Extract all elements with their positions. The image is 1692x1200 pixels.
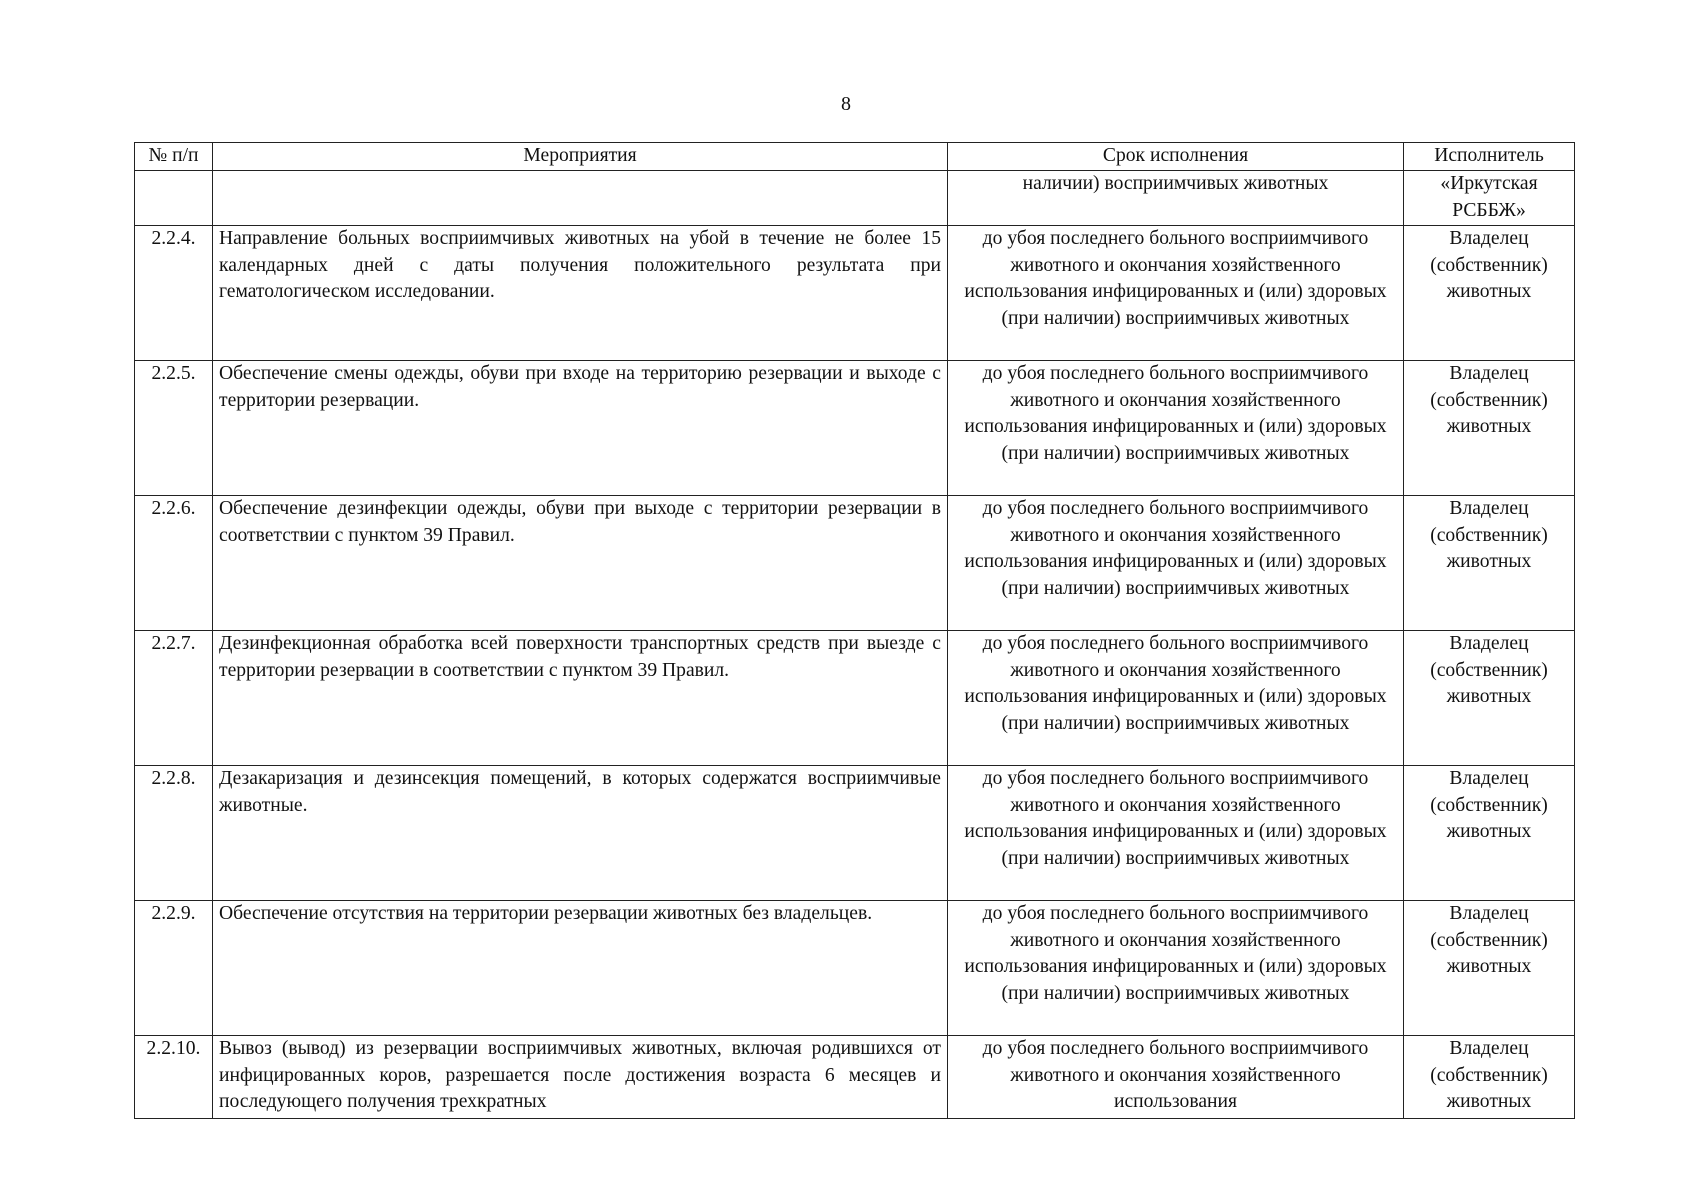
header-term: Срок исполнения	[948, 143, 1404, 171]
table-row	[135, 631, 1575, 766]
row-activity: Дезакаризация и дезинсекция помещений, в которых содержатся восприимчивые животные.	[213, 766, 948, 901]
table-row	[135, 496, 1575, 631]
header-activity: Мероприятия	[213, 143, 948, 171]
table-row	[135, 226, 1575, 361]
row-number: 2.2.4.	[135, 226, 213, 361]
row-number: 2.2.10.	[135, 1036, 213, 1119]
header-executor: Исполнитель	[1404, 143, 1575, 171]
row-number: 2.2.7.	[135, 631, 213, 766]
row-term: до убоя последнего больного восприимчивого животного и окончания хозяйственного использования инфицированных и (или) здоровых (при наличии) восприимчивых животных	[948, 361, 1404, 496]
row-executor: «Иркутская РСББЖ»	[1404, 171, 1575, 226]
table-row	[135, 1036, 1575, 1119]
row-executor: Владелец (собственник) животных	[1404, 361, 1575, 496]
row-activity: Дезинфекционная обработка всей поверхности транспортных средств при выезде с территории резервации в соответствии с пунктом 39 Правил.	[213, 631, 948, 766]
table-row	[135, 361, 1575, 496]
row-term: до убоя последнего больного восприимчивого животного и окончания хозяйственного использования инфицированных и (или) здоровых (при наличии) восприимчивых животных	[948, 631, 1404, 766]
row-activity: Обеспечение смены одежды, обуви при входе на территорию резервации и выходе с территории резервации.	[213, 361, 948, 496]
row-term: наличии) восприимчивых животных	[948, 171, 1404, 226]
page-number: 8	[841, 93, 851, 115]
row-activity: Обеспечение отсутствия на территории резервации животных без владельцев.	[213, 901, 948, 1036]
row-number: 2.2.9.	[135, 901, 213, 1036]
row-activity: Направление больных восприимчивых животных на убой в течение не более 15 календарных дней с даты получения положительного результата при гематологическом исследовании.	[213, 226, 948, 361]
row-term: до убоя последнего больного восприимчивого животного и окончания хозяйственного использования инфицированных и (или) здоровых (при наличии) восприимчивых животных	[948, 766, 1404, 901]
row-number: 2.2.5.	[135, 361, 213, 496]
row-executor: Владелец (собственник) животных	[1404, 496, 1575, 631]
row-term: до убоя последнего больного восприимчивого животного и окончания хозяйственного использования инфицированных и (или) здоровых (при наличии) восприимчивых животных	[948, 226, 1404, 361]
row-activity	[213, 171, 948, 226]
row-executor: Владелец (собственник) животных	[1404, 226, 1575, 361]
row-term: до убоя последнего больного восприимчивого животного и окончания хозяйственного использования инфицированных и (или) здоровых (при наличии) восприимчивых животных	[948, 496, 1404, 631]
row-term: до убоя последнего больного восприимчивого животного и окончания хозяйственного использования инфицированных и (или) здоровых (при наличии) восприимчивых животных	[948, 901, 1404, 1036]
row-term: до убоя последнего больного восприимчивого животного и окончания хозяйственного использования	[948, 1036, 1404, 1119]
row-number: 2.2.6.	[135, 496, 213, 631]
table-header-row	[135, 143, 1575, 171]
row-number	[135, 171, 213, 226]
measures-table	[134, 142, 1575, 1119]
row-executor: Владелец (собственник) животных	[1404, 631, 1575, 766]
table-row	[135, 901, 1575, 1036]
row-activity: Вывоз (вывод) из резервации восприимчивых животных, включая родившихся от инфицированных коров, разрешается после достижения возраста 6 месяцев и последующего получения трехкратных	[213, 1036, 948, 1119]
table-row	[135, 766, 1575, 901]
table-row-continuation	[135, 171, 1575, 226]
row-executor: Владелец (собственник) животных	[1404, 766, 1575, 901]
row-executor: Владелец (собственник) животных	[1404, 1036, 1575, 1119]
row-activity: Обеспечение дезинфекции одежды, обуви при выходе с территории резервации в соответствии с пунктом 39 Правил.	[213, 496, 948, 631]
row-number: 2.2.8.	[135, 766, 213, 901]
header-number: № п/п	[135, 143, 213, 171]
row-executor: Владелец (собственник) животных	[1404, 901, 1575, 1036]
